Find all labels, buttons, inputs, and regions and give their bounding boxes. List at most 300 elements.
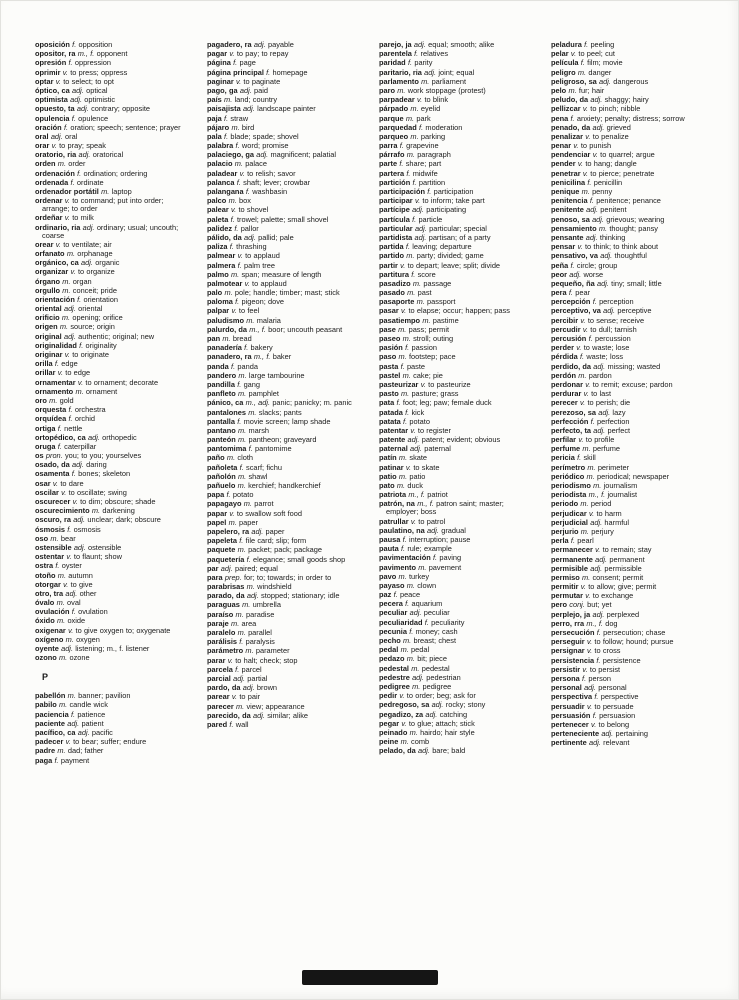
entry-part-of-speech: m. — [55, 570, 69, 580]
entry-headword: orificio — [35, 313, 60, 323]
entry-part-of-speech: f. — [590, 710, 600, 720]
dictionary-entry — [379, 41, 531, 49]
dictionary-entry — [207, 188, 359, 196]
dictionary-entry — [379, 619, 531, 627]
entry-definition: persuasion — [599, 710, 636, 720]
dictionary-entry — [379, 50, 531, 58]
dictionary-entry — [207, 454, 359, 462]
dictionary-entry — [35, 351, 187, 359]
entry-part-of-speech: m. — [244, 582, 258, 592]
entry-headword: perceptivo, va — [551, 306, 601, 316]
dictionary-entry — [379, 445, 531, 453]
entry-headword: palear — [207, 205, 229, 215]
entry-part-of-speech: m. — [222, 288, 235, 298]
entry-part-of-speech: f. — [246, 444, 256, 454]
entry-part-of-speech: m., f. — [584, 618, 606, 628]
entry-headword: pala — [207, 131, 222, 141]
entry-definition: moderation — [425, 122, 463, 132]
entry-headword: paloma — [207, 297, 233, 307]
dictionary-entry — [551, 133, 703, 141]
entry-headword: película — [551, 58, 579, 68]
dictionary-entry — [207, 216, 359, 224]
entry-definition: partition — [418, 177, 446, 187]
entry-part-of-speech: v. — [49, 141, 60, 151]
entry-headword: ornamentar — [35, 377, 76, 387]
entry-headword: parcial — [207, 673, 231, 683]
entry-definition: but; yet — [587, 600, 612, 610]
entry-definition: view; appearance — [246, 701, 305, 711]
dictionary-entry — [207, 363, 359, 371]
entry-part-of-speech: f. — [578, 58, 588, 68]
dictionary-entry — [551, 721, 703, 729]
entry-headword: partidista — [379, 232, 413, 242]
entry-part-of-speech: v. — [62, 196, 73, 206]
dictionary-entry — [379, 133, 531, 141]
entry-part-of-speech: m., f. — [247, 324, 269, 334]
entry-definition: patron saint; master; employer; boss — [386, 499, 504, 517]
dictionary-entry — [35, 498, 187, 506]
entry-headword: panadero, ra — [207, 352, 252, 362]
entry-part-of-speech: m. — [396, 571, 409, 581]
entry-headword: pandero — [207, 370, 237, 380]
dictionary-entry — [35, 452, 187, 460]
entry-definition: paper — [265, 526, 285, 536]
dictionary-entry — [551, 473, 703, 481]
entry-part-of-speech: v. — [53, 239, 64, 249]
dictionary-entry — [379, 637, 531, 645]
entry-part-of-speech: v. — [418, 379, 429, 389]
entry-headword: oscuro, ra — [35, 515, 71, 525]
entry-headword: palmotear — [207, 278, 243, 288]
entry-definition: homepage — [272, 67, 308, 77]
entry-definition: pedestal — [421, 663, 450, 673]
entry-definition: parity — [414, 58, 433, 68]
dictionary-entry — [207, 519, 359, 527]
entry-part-of-speech: m. — [89, 506, 103, 516]
entry-part-of-speech: v. — [583, 591, 593, 601]
entry-headword: partícipe — [379, 205, 410, 215]
entry-definition: pass; permit — [408, 324, 450, 334]
dictionary-entry — [379, 344, 531, 352]
dictionary-entry — [207, 335, 359, 343]
entry-headword: pantalla — [207, 416, 235, 426]
entry-definition: peculiar — [423, 608, 450, 618]
entry-part-of-speech: v. — [412, 196, 423, 206]
entry-headword: perplejo, ja — [551, 609, 591, 619]
entry-part-of-speech: f. — [237, 536, 246, 546]
entry-headword: optimista — [35, 95, 68, 105]
dictionary-entry — [551, 206, 703, 214]
entry-part-of-speech: v. — [62, 213, 73, 223]
entry-definition: edge — [61, 359, 78, 369]
entry-headword: ordenada — [35, 177, 69, 187]
dictionary-entry — [35, 581, 187, 589]
entry-definition: circle; group — [576, 260, 618, 270]
dictionary-entry — [379, 482, 531, 490]
dictionary-entry — [207, 629, 359, 637]
dictionary-entry — [551, 427, 703, 435]
entry-part-of-speech: v. — [60, 67, 71, 77]
dictionary-entry — [551, 556, 703, 564]
entry-part-of-speech: m. — [226, 196, 240, 206]
entry-headword: pardo, da — [207, 683, 241, 693]
entry-headword: partición — [379, 177, 411, 187]
entry-definition: opponent — [96, 49, 128, 59]
entry-headword: oso — [35, 533, 49, 543]
entry-definition: marsh — [248, 425, 270, 435]
entry-definition: bakery — [250, 343, 273, 353]
entry-definition: partisan; of a party — [428, 232, 491, 242]
entry-part-of-speech: v. — [75, 377, 86, 387]
entry-definition: score — [417, 269, 436, 279]
entry-part-of-speech: m. — [415, 562, 429, 572]
entry-headword: perjudicar — [551, 508, 587, 518]
entry-part-of-speech: adj. — [590, 122, 607, 132]
entry-headword: página — [207, 58, 231, 68]
entry-headword: óptico, ca — [35, 85, 70, 95]
entry-part-of-speech: adj. — [415, 746, 433, 756]
dictionary-entry — [551, 344, 703, 352]
dictionary-entry — [207, 41, 359, 49]
entry-part-of-speech: adj. — [583, 232, 600, 242]
entry-part-of-speech: v. — [227, 49, 237, 59]
entry-definition: bird — [241, 122, 255, 132]
entry-headword: pellizcar — [551, 104, 581, 114]
entry-part-of-speech: m. — [243, 646, 256, 656]
entry-headword: palaciego, ga — [207, 150, 255, 160]
entry-part-of-speech: f. — [221, 131, 231, 141]
dictionary-entry — [207, 721, 359, 729]
entry-definition: perception — [599, 297, 634, 307]
entry-definition: pearl — [577, 536, 594, 546]
dictionary-entry — [379, 464, 531, 472]
dictionary-entry — [379, 96, 531, 104]
entry-definition: perfect — [607, 425, 631, 435]
entry-part-of-speech: m. — [232, 159, 246, 169]
entry-headword: permitir — [551, 582, 579, 592]
entry-part-of-speech: adj. — [74, 104, 92, 114]
entry-definition: to ornament; decorate — [85, 377, 159, 387]
entry-part-of-speech: v. — [235, 251, 246, 261]
dictionary-entry — [551, 234, 703, 242]
entry-headword: perspectiva — [551, 692, 593, 702]
entry-headword: pago, ga — [207, 85, 238, 95]
entry-headword: periodo — [551, 499, 579, 509]
entry-headword: ósmosis — [35, 524, 65, 534]
entry-part-of-speech: m. — [60, 276, 73, 286]
dictionary-entry — [379, 87, 531, 95]
entry-definition: cake; pie — [413, 370, 443, 380]
entry-headword: pelo — [551, 85, 567, 95]
entry-part-of-speech: m. — [596, 223, 610, 233]
dictionary-entry — [207, 491, 359, 499]
entry-definition: laptop — [111, 187, 132, 196]
entry-definition: percussion — [594, 334, 631, 343]
entry-headword: paz — [379, 590, 392, 600]
entry-part-of-speech: f. — [65, 524, 74, 534]
entry-part-of-speech: f. — [397, 141, 407, 151]
entry-headword: ordenar — [35, 196, 63, 206]
dictionary-entry — [207, 124, 359, 132]
entry-headword: parquedad — [379, 122, 417, 132]
dictionary-entry — [35, 636, 187, 644]
entry-part-of-speech: f. — [404, 168, 413, 178]
dictionary-entry — [207, 307, 359, 315]
entry-part-of-speech: adj. — [596, 76, 614, 86]
entry-definition: movie screen; lamp shade — [243, 416, 331, 426]
entry-part-of-speech: pron. — [43, 451, 65, 461]
entry-headword: panfleto — [207, 389, 236, 399]
entry-definition: perfection — [597, 416, 630, 426]
entry-part-of-speech: v. — [62, 350, 73, 359]
dictionary-entry — [551, 445, 703, 453]
dictionary-entry — [207, 574, 359, 582]
entry-part-of-speech: f. — [405, 58, 415, 68]
entry-headword: perseguir — [551, 637, 585, 647]
entry-part-of-speech: v. — [414, 95, 425, 105]
entry-headword: parado, da — [207, 591, 245, 601]
entry-definition: to ventilate; air — [63, 239, 112, 249]
entry-definition: rocky; stony — [445, 700, 486, 710]
entry-part-of-speech: m. — [398, 389, 412, 399]
entry-headword: padre — [35, 746, 56, 756]
entry-definition: patent; evident; obvious — [421, 435, 501, 445]
dictionary-entry — [35, 406, 187, 414]
entry-headword: pequeño, ña — [551, 278, 595, 288]
dictionary-entry — [379, 160, 531, 168]
dictionary-entry — [207, 418, 359, 426]
entry-part-of-speech: adj. — [218, 563, 235, 573]
dictionary-entry — [551, 381, 703, 389]
entry-definition: joint; equal — [438, 67, 475, 77]
entry-headword: pánico, ca — [207, 398, 244, 408]
entry-definition: personal — [598, 683, 627, 693]
entry-headword: pensante — [551, 232, 584, 242]
entry-part-of-speech: f. — [400, 534, 409, 544]
entry-part-of-speech: v. — [580, 104, 591, 114]
entry-definition: to pierce; penetrate — [590, 168, 655, 178]
entry-headword: panteón — [207, 435, 236, 445]
dictionary-entry — [379, 105, 531, 113]
dictionary-entry — [35, 360, 187, 368]
entry-part-of-speech: adj. — [61, 331, 79, 341]
entry-definition: candle wick — [69, 700, 108, 710]
dictionary-entry — [379, 536, 531, 544]
dictionary-entry — [551, 225, 703, 233]
entry-definition: to press; oppress — [70, 67, 128, 77]
entry-definition: oxygen — [76, 634, 100, 644]
entry-headword: peculiar — [379, 608, 408, 618]
entry-definition: footstep; pace — [408, 352, 456, 362]
entry-part-of-speech: adj. — [600, 306, 618, 316]
entry-definition: parcel — [241, 664, 262, 674]
entry-part-of-speech: m. — [65, 691, 79, 701]
entry-definition: elegance; small goods shop — [253, 554, 346, 564]
entry-part-of-speech: m. — [57, 322, 71, 332]
dictionary-entry — [35, 268, 187, 276]
entry-part-of-speech: v. — [68, 267, 78, 277]
entry-headword: palpar — [207, 306, 230, 316]
entry-definition: other — [79, 588, 97, 598]
entry-headword: penar — [551, 141, 572, 151]
entry-part-of-speech: m. — [394, 481, 408, 490]
entry-definition: danger — [588, 67, 612, 77]
dictionary-entry — [379, 454, 531, 462]
entry-headword: parentela — [379, 49, 412, 59]
entry-part-of-speech: f. — [398, 544, 408, 554]
dictionary-entry — [35, 369, 187, 377]
entry-definition: peeling — [590, 40, 615, 49]
dictionary-entry — [207, 289, 359, 297]
entry-definition: lazy — [612, 407, 626, 417]
entry-definition: to hang; dangle — [585, 159, 637, 169]
dictionary-entry — [551, 289, 703, 297]
dictionary-entry — [551, 151, 703, 159]
dictionary-entry — [35, 415, 187, 423]
entry-headword: paralelo — [207, 628, 236, 637]
dictionary-entry — [551, 390, 703, 398]
dictionary-entry — [207, 271, 359, 279]
dictionary-entry — [379, 363, 531, 371]
entry-part-of-speech: f. — [61, 122, 71, 132]
dictionary-entry — [207, 556, 359, 564]
entry-definition: shaft; lever; crowbar — [243, 177, 311, 187]
entry-headword: paisajista — [207, 104, 241, 114]
entry-definition: paralysis — [245, 637, 275, 647]
entry-definition: to originate — [72, 350, 110, 359]
dictionary-entry — [35, 259, 187, 267]
entry-part-of-speech: adj. — [78, 258, 96, 268]
entry-headword: permanente — [551, 554, 593, 564]
dictionary-entry — [379, 252, 531, 260]
dictionary-entry — [207, 142, 359, 150]
entry-headword: parlamento — [379, 76, 419, 86]
entry-part-of-speech: m. — [578, 499, 591, 509]
entry-headword: peña — [551, 260, 569, 270]
entry-definition: word; promise — [241, 141, 289, 151]
entry-headword: paladear — [207, 168, 238, 178]
entry-headword: patada — [379, 407, 403, 417]
entry-part-of-speech: m. — [60, 285, 73, 295]
entry-part-of-speech: f. — [581, 40, 591, 49]
dictionary-entry — [379, 473, 531, 481]
entry-definition: pear — [575, 288, 591, 298]
entry-headword: perímetro — [551, 462, 586, 472]
entry-definition: to pay; to repay — [236, 49, 289, 59]
entry-part-of-speech: v. — [575, 159, 586, 169]
entry-part-of-speech: m. — [228, 269, 242, 279]
dictionary-entry — [35, 142, 187, 150]
entry-definition: potato — [409, 416, 430, 426]
entry-definition: to last — [591, 389, 612, 399]
entry-part-of-speech: f. — [263, 67, 273, 77]
entry-part-of-speech: m. — [418, 76, 432, 86]
entry-part-of-speech: adj. — [424, 525, 442, 535]
entry-headword: paciente — [35, 718, 65, 728]
entry-part-of-speech: f. — [53, 561, 62, 571]
dictionary-entry — [379, 390, 531, 398]
entry-headword: par — [207, 563, 219, 573]
entry-definition: opulence — [78, 113, 109, 123]
entry-definition: land; country — [234, 95, 278, 105]
dictionary-entry — [379, 271, 531, 279]
entry-definition: page — [239, 58, 256, 68]
dictionary-entry — [379, 646, 531, 654]
entry-headword: paginar — [207, 76, 234, 86]
entry-definition: to give — [70, 579, 93, 589]
dictionary-entry — [207, 69, 359, 77]
entry-headword: persistencia — [551, 655, 595, 665]
entry-headword: parque — [379, 113, 404, 123]
entry-part-of-speech: adj. — [586, 738, 604, 748]
entry-headword: perjurio — [551, 526, 579, 536]
entry-definition: to swallow soft food — [236, 508, 302, 518]
entry-part-of-speech: v. — [63, 737, 74, 747]
bottom-bar — [302, 970, 438, 985]
entry-headword: pavimento — [379, 562, 416, 572]
entry-headword: parte — [379, 159, 398, 169]
dictionary-entry — [551, 638, 703, 646]
dictionary-entry — [379, 683, 531, 691]
dictionary-entry — [35, 747, 187, 755]
entry-definition: parallel — [248, 628, 272, 637]
entry-part-of-speech: m. — [400, 334, 414, 343]
entry-part-of-speech: f. — [237, 637, 246, 647]
entry-definition: order — [68, 159, 86, 169]
entry-part-of-speech: m. — [226, 517, 240, 527]
dictionary-entry — [379, 720, 531, 728]
entry-part-of-speech: m. — [235, 389, 249, 399]
entry-headword: pájaro — [207, 122, 230, 132]
entry-definition: unclear; dark; obscure — [87, 515, 161, 525]
dictionary-entry — [379, 170, 531, 178]
dictionary-entry — [379, 711, 531, 719]
dictionary-entry — [551, 510, 703, 518]
entry-headword: pensamiento — [551, 223, 597, 233]
dictionary-entry — [35, 729, 187, 737]
entry-part-of-speech: f. — [76, 340, 86, 350]
entry-headword: patata — [379, 416, 401, 426]
dictionary-entry — [35, 323, 187, 331]
entry-definition: to belong — [598, 719, 630, 729]
entry-definition: journalist — [607, 490, 638, 500]
dictionary-column-2 — [207, 41, 359, 766]
entry-part-of-speech: adj. — [587, 517, 605, 527]
entry-headword: pero — [551, 600, 568, 610]
entry-headword: pelado, da — [379, 746, 416, 756]
entry-part-of-speech: v. — [583, 131, 593, 141]
entry-part-of-speech: m. — [236, 370, 249, 380]
entry-part-of-speech: v. — [584, 646, 595, 656]
dictionary-entry — [551, 491, 703, 499]
entry-headword: paraíso — [207, 609, 234, 619]
entry-headword: personal — [551, 683, 582, 693]
entry-definition: to oscillate; swing — [68, 487, 127, 497]
dictionary-entry — [379, 582, 531, 590]
dictionary-entry — [207, 666, 359, 674]
entry-definition: brown — [256, 683, 278, 693]
entry-headword: percibir — [551, 315, 579, 325]
entry-part-of-speech: adj. — [61, 304, 79, 314]
entry-headword: paciencia — [35, 709, 69, 719]
entry-definition: pole; handle; timber; mast; stick — [234, 288, 340, 298]
entry-part-of-speech: f. — [66, 58, 75, 68]
entry-part-of-speech: adj. — [423, 709, 440, 719]
entry-headword: original — [35, 331, 62, 341]
entry-part-of-speech: m. — [575, 67, 589, 77]
entry-part-of-speech: f. — [411, 49, 421, 59]
dictionary-entry — [207, 537, 359, 545]
